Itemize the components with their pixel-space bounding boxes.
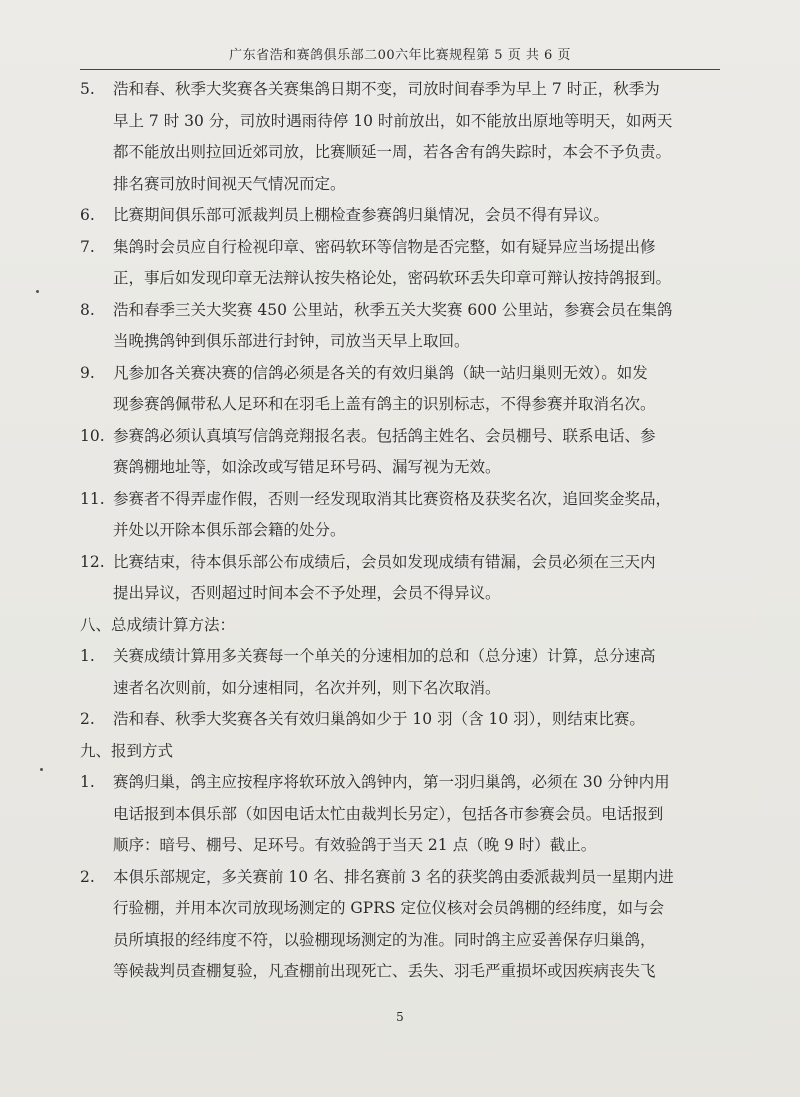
rule-item: [80, 547, 720, 610]
rule-item: [80, 767, 720, 862]
rule-number: 5.: [80, 80, 95, 98]
rule-item: [80, 862, 720, 988]
rule-text-line: 员所填报的经纬度不符，以验棚现场测定的为准。同时鸽主应妥善保存归巢鸽，: [113, 930, 656, 949]
section-heading-9: 九、报到方式: [80, 741, 174, 760]
rule-text-line: 关赛成绩计算用多关赛每一个单关的分速相加的总和（总分速）计算，总分速高: [113, 647, 656, 665]
rule-item: [80, 421, 720, 484]
rule-number: 2.: [80, 710, 95, 728]
page-header: 广东省浩和赛鸽俱乐部二00六年比赛规程第 5 页 共 6 页: [80, 44, 720, 70]
section-heading-8: 八、总成绩计算方法：: [80, 615, 236, 634]
rule-number: 10.: [80, 426, 105, 445]
rule-text-line: 参赛鸽必须认真填写信鸽竞翔报名表。包括鸽主姓名、会员棚号、联系电话、参: [113, 426, 656, 445]
rule-text-line: 正，事后如发现印章无法辩认按失格论处，密码软环丢失印章可辩认按持鸽报到。: [113, 269, 672, 287]
rule-text-line: 早上 7 时 30 分，司放时遇雨待停 10 时前放出，如不能放出原地等明天，如两天: [113, 111, 673, 130]
rule-text-line: 提出异议，否则超过时间本会不予处理，会员不得异议。: [113, 584, 501, 602]
rule-item: [80, 704, 720, 736]
rule-number: 6.: [80, 206, 95, 224]
rule-item: [80, 641, 720, 704]
scan-speck: [36, 290, 39, 293]
rule-number: 11.: [80, 489, 105, 508]
rule-text-line: 当晚携鸽钟到俱乐部进行封钟，司放当天早上取回。: [113, 332, 470, 350]
rule-text-line: 顺序：暗号、棚号、足环号。有效验鸽于当天 21 点（晚 9 时）截止。: [113, 836, 597, 854]
rule-text-line: 等候裁判员查棚复验，凡查棚前出现死亡、丢失、羽毛严重损坏或因疾病丧失飞: [113, 962, 656, 980]
rule-text-line: 赛鸽归巢，鸽主应按程序将软环放入鸽钟内，第一羽归巢鸽，必须在 30 分钟内用: [113, 773, 670, 791]
rule-text-line: 行验棚，并用本次司放现场测定的 GPRS 定位仪核对会员鸽棚的经纬度，如与会: [113, 899, 664, 917]
rule-number: 1.: [80, 647, 95, 665]
rule-item: [80, 74, 720, 200]
rule-text-line: 本俱乐部规定，多关赛前 10 名、排名赛前 3 名的获奖鸽由委派裁判员一星期内进: [113, 867, 674, 886]
rule-item: [80, 484, 720, 547]
rule-text-line: 并处以开除本俱乐部会籍的处分。: [113, 521, 346, 539]
rule-number: 2.: [80, 867, 95, 886]
rule-number: 8.: [80, 300, 95, 319]
rule-text-line: 电话报到本俱乐部（如因电话太忙由裁判长另定），包括各市参赛会员。电话报到: [113, 804, 664, 823]
rules-list-b: [80, 641, 720, 736]
rule-text-line: 集鸽时会员应自行检视印章、密码软环等信物是否完整，如有疑异应当场提出修: [113, 237, 656, 256]
rule-item: [80, 358, 720, 421]
rule-text-line: 比赛结束，待本俱乐部公布成绩后，会员如发现成绩有错漏，会员必须在三天内: [113, 552, 656, 571]
rule-text-line: 浩和春季三关大奖赛 450 公里站，秋季五关大奖赛 600 公里站，参赛会员在集鸽: [113, 300, 673, 319]
rule-text-line: 现参赛鸽佩带私人足环和在羽毛上盖有鸽主的识别标志，不得参赛并取消名次。: [113, 395, 656, 413]
scan-speck: [40, 768, 43, 771]
rule-number: 7.: [80, 237, 95, 256]
rule-text-line: 排名赛司放时间视天气情况而定。: [113, 174, 346, 193]
document-body: [80, 74, 720, 988]
page-number: 5: [396, 1010, 404, 1024]
rule-text-line: 浩和春、秋季大奖赛各关有效归巢鸽如少于 10 羽（含 10 羽），则结束比赛。: [113, 710, 645, 728]
rule-text-line: 浩和春、秋季大奖赛各关赛集鸽日期不变，司放时间春季为早上 7 时正，秋季为: [113, 80, 660, 98]
rule-item: [80, 200, 720, 232]
rule-item: [80, 295, 720, 358]
rule-item: [80, 232, 720, 295]
rule-number: 12.: [80, 552, 105, 571]
rule-text-line: 凡参加各关赛决赛的信鸽必须是各关的有效归巢鸽（缺一站归巢则无效）。如发: [113, 363, 648, 382]
rule-text-line: 都不能放出则拉回近郊司放，比赛顺延一周，若各舍有鸽失踪时，本会不予负责。: [113, 143, 672, 161]
rule-text-line: 参赛者不得弄虚作假，否则一经发现取消其比赛资格及获奖名次，追回奖金奖品，: [113, 489, 672, 508]
rule-text-line: 比赛期间俱乐部可派裁判员上棚检查参赛鸽归巢情况，会员不得有异议。: [113, 206, 610, 224]
rule-number: 1.: [80, 773, 95, 791]
rule-text-line: 速者名次则前，如分速相同，名次并列，则下名次取消。: [113, 678, 501, 697]
rules-list-a: [80, 74, 720, 610]
rule-text-line: 赛鸽棚地址等，如涂改或写错足环号码、漏写视为无效。: [113, 458, 501, 476]
rules-list-c: [80, 767, 720, 988]
rule-number: 9.: [80, 363, 95, 382]
